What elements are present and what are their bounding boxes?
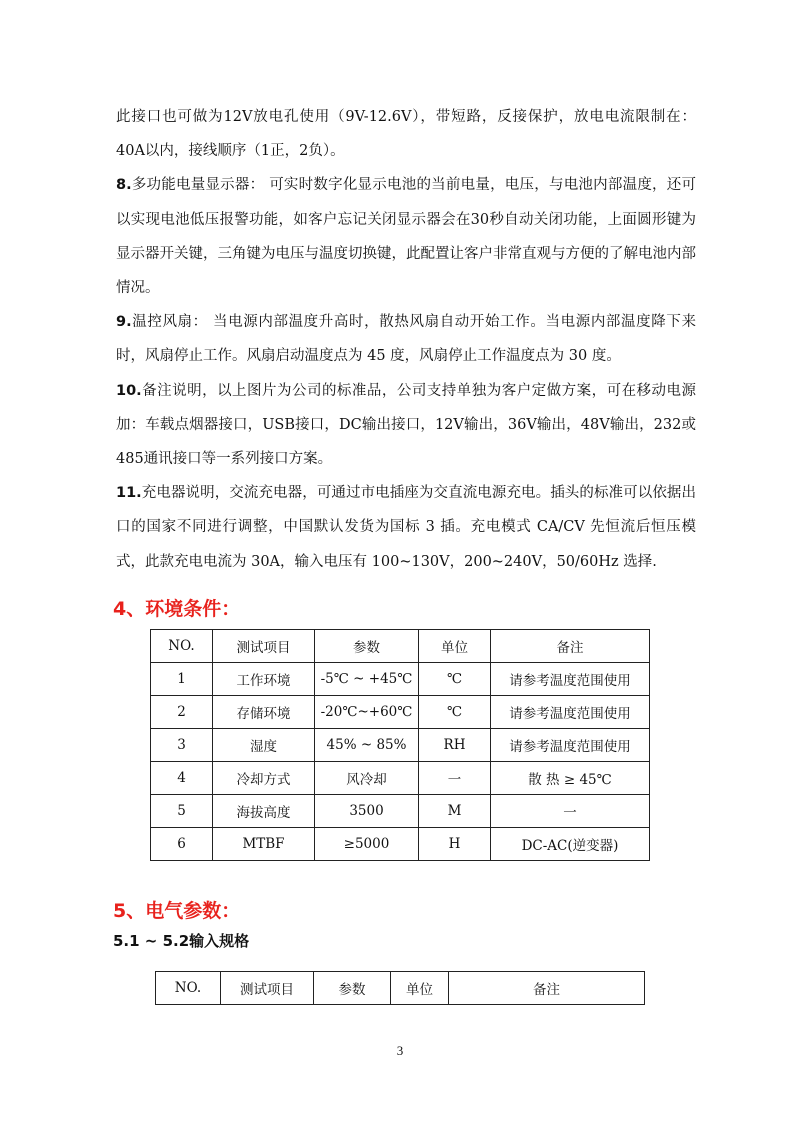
table-cell: 存储环境 <box>213 696 315 729</box>
table-cell: 测试项目 <box>221 972 314 1005</box>
table-cell: 湿度 <box>213 729 315 762</box>
table-cell: ℃ <box>419 696 491 729</box>
table-cell: 散 热 ≥ 45℃ <box>491 762 650 795</box>
table-cell: 45% ~ 85% <box>315 729 419 762</box>
table-cell: 6 <box>151 828 213 861</box>
table-cell: 海拔高度 <box>213 795 315 828</box>
paragraph-11: 11.充电器说明，交流充电器，可通过市电插座为交直流电源充电。插头的标准可以依据出口的国家不同进行调整，中国默认发货为国标 3 插。充电模式 CA/CV 先恒流后恒压模式，此款充电电流为 30A，输入电压有 100~130V，200~240V，50/60Hz 选择. <box>116 485 696 570</box>
table-row <box>151 696 650 729</box>
section-5-heading: 5、电气参数： <box>113 900 241 922</box>
table-cell: ≥5000 <box>315 828 419 861</box>
table-cell: 参数 <box>314 972 391 1005</box>
table-cell: 参数 <box>315 630 419 663</box>
paragraph-10: 10.备注说明，以上图片为公司的标准品，公司支持单独为客户定做方案，可在移动电源加：车载点烟器接口，USB接口，DC输出接口，12V输出，36V输出，48V输出，232或485通讯接口等一系列接口方案。 <box>116 382 696 468</box>
table-cell: 2 <box>151 696 213 729</box>
table-cell: 请参考温度范围使用 <box>491 696 650 729</box>
table-cell: 备注 <box>491 630 650 663</box>
table-cell: 测试项目 <box>213 630 315 663</box>
table-row <box>151 729 650 762</box>
table-cell: 冷却方式 <box>213 762 315 795</box>
table-cell: M <box>419 795 491 828</box>
table-cell: 请参考温度范围使用 <box>491 663 650 696</box>
table-cell: 工作环境 <box>213 663 315 696</box>
table-cell: MTBF <box>213 828 315 861</box>
table-cell: 单位 <box>391 972 449 1005</box>
table-row <box>151 795 650 828</box>
section-4-heading: 4、环境条件： <box>113 598 241 620</box>
table-row <box>151 828 650 861</box>
table-cell: 请参考温度范围使用 <box>491 729 650 762</box>
page-number: 3 <box>396 1043 404 1058</box>
table-cell: 单位 <box>419 630 491 663</box>
table-header-row <box>156 972 645 1005</box>
table-cell: 风冷却 <box>315 762 419 795</box>
section-5-1-subheading: 5.1 ~ 5.2输入规格 <box>113 932 250 950</box>
table-cell: 备注 <box>449 972 645 1005</box>
table-cell: 3 <box>151 729 213 762</box>
table-cell: RH <box>419 729 491 762</box>
table-row <box>151 663 650 696</box>
table-cell: -5℃ ~ +45℃ <box>315 663 419 696</box>
table-cell: 一 <box>419 762 491 795</box>
table-cell: ℃ <box>419 663 491 696</box>
table-header-row <box>151 630 650 663</box>
table-cell: 4 <box>151 762 213 795</box>
table-cell: 1 <box>151 663 213 696</box>
environment-table <box>150 629 650 861</box>
table-cell: DC-AC(逆变器) <box>491 828 650 861</box>
paragraph-8: 8.多功能电量显示器： 可实时数字化显示电池的当前电量，电压，与电池内部温度，还可以实现电池低压报警功能，如客户忘记关闭显示器会在30秒自动关闭功能，上面圆形键为显示器开关键，三角键为电压与温度切换键，此配置让客户非常直观与方便的了解电池内部情况。 <box>116 177 696 297</box>
table-cell: NO. <box>156 972 221 1005</box>
table-cell: 一 <box>491 795 650 828</box>
table-row <box>151 762 650 795</box>
input-spec-table <box>155 971 645 1005</box>
table-cell: NO. <box>151 630 213 663</box>
body-text <box>116 100 696 579</box>
paragraph-cont: 此接口也可做为12V放电孔使用（9V-12.6V），带短路，反接保护，放电电流限制在：40A以内，接线顺序（1正，2负）。 <box>116 109 696 160</box>
table-cell: 3500 <box>315 795 419 828</box>
paragraph-9: 9.温控风扇： 当电源内部温度升高时，散热风扇自动开始工作。当电源内部温度降下来时，风扇停止工作。风扇启动温度点为 45 度，风扇停止工作温度点为 30 度。 <box>116 314 696 365</box>
table-cell: -20℃~+60℃ <box>315 696 419 729</box>
table-cell: H <box>419 828 491 861</box>
table-cell: 5 <box>151 795 213 828</box>
